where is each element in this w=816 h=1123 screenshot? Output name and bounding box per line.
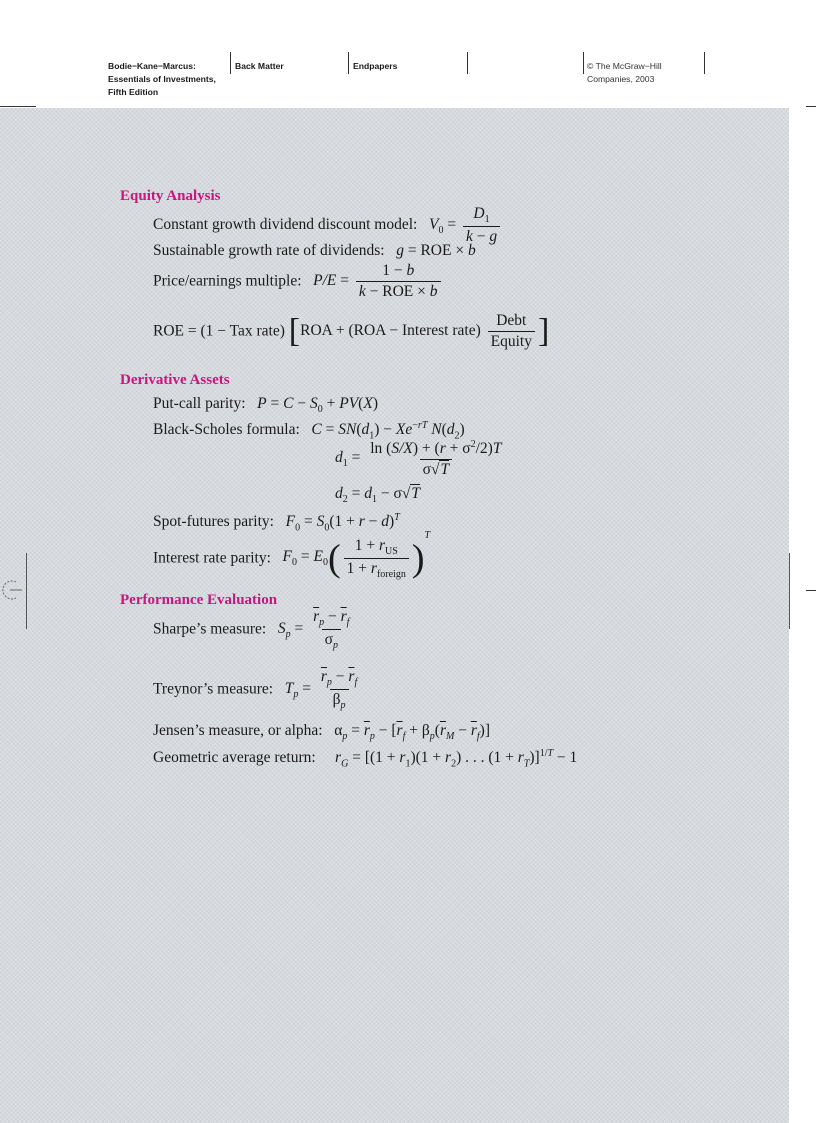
irp-fraction: $\frac{1 + r_{US}}{1 + r_{foreign}}$ <box>344 537 409 580</box>
copyright-notice <box>587 60 662 86</box>
book-citation-line1: Bodie−Kane−Marcus: <box>108 61 196 71</box>
section-title-equity: Equity Analysis <box>120 188 221 204</box>
roe-label: ROE = (1 − Tax rate) <box>153 322 285 340</box>
formula-treynor: Treynor’s measure: $T_p$ = $\frac{\overline{r}_p - \overline{r}_f}{\beta_p}$ <box>153 668 363 711</box>
pe-fraction: $\frac{1 - b}{\text{k − ROE × b}}$ <box>356 262 441 301</box>
book-citation-line3: Fifth Edition <box>108 87 159 97</box>
putcall-label: Put-call parity: <box>153 395 246 412</box>
formula-put-call-parity: Put-call parity: $P = C - S_0 + PV(X)$ <box>153 395 378 416</box>
treynor-fraction: $\frac{\overline{r}_p - \overline{r}_f}{\beta_p}$ <box>320 668 358 712</box>
formula-interest-rate-parity: Interest rate parity: $F_0 = E_0$( $\frac{1 + r_{US}}{1 + r_{foreign}}$ )$^T$ <box>153 530 431 581</box>
formula-d2: $d_2 = d_1 - \sigma√T$ <box>335 485 420 506</box>
header-chapter: Endpapers <box>348 52 467 74</box>
formula-roe: ROE = (1 − Tax rate) [ROA + (ROA − Interest rate) $\frac{\text{Debt}}{\text{Equity}}$ ] <box>153 312 550 350</box>
section-title-derivatives: Derivative Assets <box>120 372 230 388</box>
treynor-label: Treynor’s measure: <box>153 680 274 698</box>
formula-spot-futures: Spot-futures parity: $F_0 = S_0(1 + r - d)^T$ <box>153 512 400 534</box>
geo-label: Geometric average return: <box>153 749 316 767</box>
formula-black-scholes: Black-Scholes formula: $C = SN(d_1) - Xe^{-rT}$ $N(d_2)$ <box>153 420 465 442</box>
irp-label: Interest rate parity: <box>153 549 271 567</box>
book-citation-line2: Essentials of Investments, <box>108 74 216 84</box>
crop-line-right-mid <box>806 590 816 591</box>
formula-sustainable-growth: Sustainable growth rate of dividends: g = ROE × b <box>153 242 476 259</box>
registration-mark-icon <box>0 578 22 602</box>
header-blank-cell <box>467 52 583 74</box>
endpaper-page <box>0 108 789 1123</box>
formula-jensen-alpha: Jensen’s measure, or alpha: $\alpha_p = \overline{r}_p - [\overline{r}_f + \beta_p(\overline{r}_M - \overline{r}_f)]$ <box>153 722 490 743</box>
ddm-fraction: $\frac{D_1}{k - g}$ <box>463 205 500 246</box>
formula-d1: $d_1$ = $\frac{\ln (S/X) + (r + \sigma^2/2)T}{\sigma√T}$ <box>335 439 507 479</box>
ddm-label: Constant growth dividend discount model: <box>153 216 418 234</box>
formula-sharpe: Sharpe’s measure: $S_p$ = $\frac{\overline{r}_p - \overline{r}_f}{\sigma_p}$ <box>153 608 355 651</box>
d1-fraction: $\frac{\ln (S/X) + (r + \sigma^2/2)T}{\sigma√T}$ <box>370 439 502 479</box>
header-end-rule <box>704 52 705 74</box>
sharpe-fraction: $\frac{\overline{r}_p - \overline{r}_f}{\sigma_p}$ <box>313 608 350 652</box>
spot-label: Spot-futures parity: <box>153 513 274 531</box>
roe-debt-equity-fraction: $\frac{\text{Debt}}{\text{Equity}}$ <box>488 312 535 351</box>
formula-geometric-average: Geometric average return: $r_G = [(1 + r_1)(1 + r_2)$ . . . $(1 + r_T)]^{1/T} - 1$ <box>153 748 578 770</box>
crop-line-left <box>0 106 36 107</box>
jensen-label: Jensen’s measure, or alpha: <box>153 722 323 739</box>
crop-line-right <box>806 106 816 107</box>
copyright-line1: © The McGraw−Hill <box>587 61 662 71</box>
section-title-performance: Performance Evaluation <box>120 592 278 608</box>
sgr-label: Sustainable growth rate of dividends: <box>153 242 385 259</box>
copyright-line2: Companies, 2003 <box>587 74 655 84</box>
margin-tick-right <box>789 553 790 629</box>
formula-ddm: Constant growth dividend discount model: $V_0$ = $\frac{D_1}{k - g}$ <box>153 205 503 246</box>
margin-tick-left <box>26 553 27 629</box>
formula-pe-multiple: Price/earnings multiple: P/E = $\frac{1 - b}{\text{k − ROE × b}}$ <box>153 262 444 301</box>
sharpe-label: Sharpe’s measure: <box>153 620 267 638</box>
pe-label: Price/earnings multiple: <box>153 272 302 290</box>
header-part: Back Matter <box>230 52 348 74</box>
bs-label: Black-Scholes formula: <box>153 421 300 439</box>
